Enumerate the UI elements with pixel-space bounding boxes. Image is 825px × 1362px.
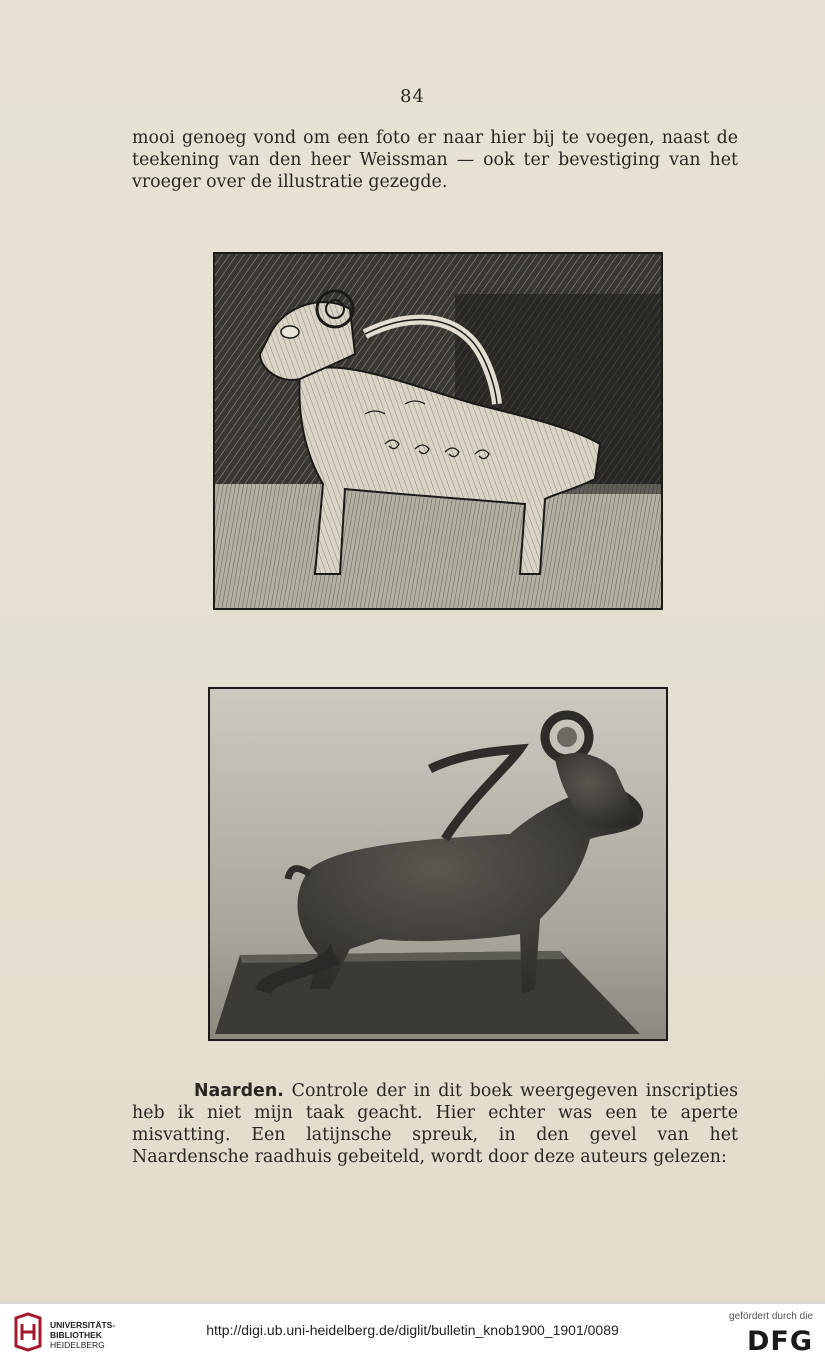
ram-aquamanile-drawing-icon	[215, 254, 661, 608]
paragraph-top	[132, 127, 738, 193]
ram-photo-figure	[208, 687, 668, 1041]
paragraph-bottom-line-4: wordt door deze auteurs gelezen:	[430, 1147, 727, 1167]
institution-line-2: BIBLIOTHEK	[50, 1330, 102, 1340]
footer-bar	[0, 1303, 825, 1362]
institution-line-1: UNIVERSITÄTS-	[50, 1320, 116, 1330]
paragraph-bottom-line-1: Controle der in dit boek weergegeven inscripties heb	[132, 1081, 738, 1123]
ram-drawing-figure	[213, 252, 663, 610]
paragraph-bottom-line-2: ik niet mijn taak geacht. Hier echter was een te aperte misvatting. Een	[132, 1103, 738, 1145]
permalink-url[interactable]: http://digi.ub.uni-heidelberg.de/diglit/bulletin_knob1900_1901/0089	[206, 1322, 619, 1338]
institution-line-3: HEIDELBERG	[50, 1340, 105, 1350]
paragraph-top-line-2: teekening van den heer Weissman — ook ter bevestiging van het vroeger	[132, 150, 738, 192]
sponsor-label: gefördert durch die	[729, 1311, 813, 1322]
section-heading: Naarden.	[194, 1081, 284, 1101]
ram-aquamanile-photo-icon	[210, 689, 666, 1039]
page-number: 84	[400, 86, 425, 107]
sponsor-logo: DFG	[746, 1326, 813, 1357]
paragraph-bottom-line-3: latijnsche spreuk, in den gevel van het Naardensche raadhuis gebeiteld,	[132, 1125, 738, 1167]
paragraph-top-line-3: over de illustratie gezegde.	[206, 172, 448, 192]
paragraph-bottom	[132, 1080, 738, 1168]
paragraph-top-line-1: mooi genoeg vond om een foto er naar hier bij te voegen, naast de	[132, 128, 738, 148]
